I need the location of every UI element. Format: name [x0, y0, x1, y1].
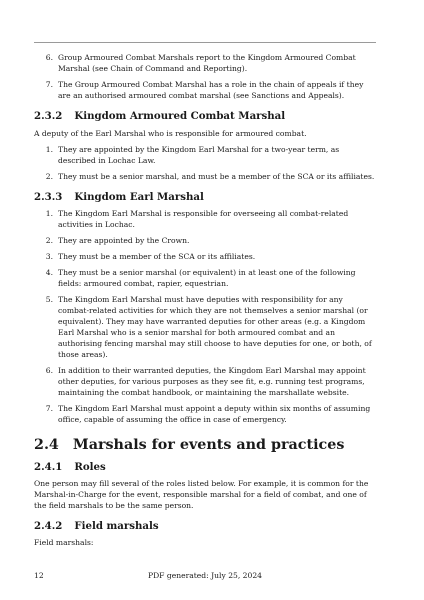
item-number: 4.	[45, 268, 53, 277]
numbered-list	[34, 208, 376, 425]
item-text: The Group Armoured Combat Marshal has a role in the chain of appeals if they are an authorised armoured combat marshal (see Sanctions and Appeals).	[58, 80, 364, 100]
section-number: 2.4	[34, 437, 59, 453]
list-item	[34, 52, 376, 74]
section-heading-2-3-2	[34, 110, 376, 122]
section-title: Kingdom Earl Marshal	[74, 191, 204, 203]
list-item	[34, 251, 376, 262]
item-number: 5.	[45, 295, 53, 304]
numbered-list	[34, 144, 376, 182]
list-item	[34, 267, 376, 289]
section-title: Field marshals	[74, 520, 159, 532]
item-text: The Kingdom Earl Marshal must have deputies with responsibility for any combat-related activities for which they are not themselves a senior marshal (or equivalent). They may have warranted deputies for other areas (e.g. a Kingdom Earl Marshal who is a senior marshal for both armoured combat and an authorising fencing marshal may still choose to have deputies for one, or both, of those areas).	[58, 295, 372, 359]
item-number: 7.	[45, 80, 53, 89]
section-number: 2.4.2	[34, 520, 63, 532]
item-text: In addition to their warranted deputies, the Kingdom Earl Marshal may appoint other deputies, for various purposes as they see fit, e.g. running test programs, maintaining the combat handbook, or maintaining the marshallate website.	[58, 366, 366, 397]
section-heading-2-4-1	[34, 461, 376, 473]
section-intro: A deputy of the Earl Marshal who is responsible for armoured combat.	[34, 129, 307, 138]
section-title: Kingdom Armoured Combat Marshal	[74, 110, 286, 122]
item-number: 6.	[45, 366, 53, 375]
item-number: 6.	[45, 53, 53, 62]
list-item	[34, 403, 376, 425]
pdf-generated-date: PDF generated: July 25, 2024	[147, 571, 263, 580]
section-number: 2.3.2	[34, 110, 63, 122]
section-body: Field marshals:	[34, 538, 94, 547]
item-text: Group Armoured Combat Marshals report to the Kingdom Armoured Combat Marshal (see Chain of Command and Reporting).	[58, 53, 356, 73]
item-text: They must be a senior marshal, and must be a member of the SCA or its affiliates.	[58, 172, 375, 181]
section-title: Marshals for events and practices	[72, 437, 345, 453]
page-number: 12	[34, 571, 44, 580]
list-item	[34, 294, 376, 360]
item-text: They are appointed by the Crown.	[58, 236, 190, 245]
list-item	[34, 235, 376, 246]
list-item	[34, 171, 376, 182]
item-number: 2.	[45, 172, 53, 181]
list-item	[34, 365, 376, 398]
list-item	[34, 208, 376, 230]
item-text: They must be a member of the SCA or its affiliates.	[58, 252, 256, 261]
section-number: 2.3.3	[34, 191, 63, 203]
list-item	[34, 79, 376, 101]
item-text: They must be a senior marshal (or equivalent) in at least one of the following fields: armoured combat, rapier, equestrian.	[58, 268, 356, 288]
page-content	[34, 46, 376, 548]
section-heading-2-4	[34, 437, 376, 453]
section-heading-2-4-2	[34, 520, 376, 532]
numbered-list-continued	[34, 52, 376, 101]
item-text: The Kingdom Earl Marshal must appoint a deputy within six months of assuming office, capable of assuming the office in case of emergency.	[58, 404, 371, 424]
item-text: The Kingdom Earl Marshal is responsible for overseeing all combat-related activities in Lochac.	[58, 209, 349, 229]
section-number: 2.4.1	[34, 461, 63, 473]
item-text: They are appointed by the Kingdom Earl Marshal for a two-year term, as described in Lochac Law.	[58, 145, 340, 165]
item-number: 2.	[45, 236, 53, 245]
item-number: 1.	[45, 209, 53, 218]
section-heading-2-3-3	[34, 191, 376, 203]
list-item	[34, 144, 376, 166]
section-title: Roles	[74, 461, 106, 473]
section-body: One person may fill several of the roles listed below. For example, it is common for the Marshal-in-Charge for the event, responsible marshal for a field of combat, and one of the field marshals to be the same person.	[34, 479, 369, 510]
item-number: 7.	[45, 404, 53, 413]
header-rule	[34, 42, 376, 43]
item-number: 3.	[45, 252, 53, 261]
page-footer	[34, 571, 376, 580]
item-number: 1.	[45, 145, 53, 154]
